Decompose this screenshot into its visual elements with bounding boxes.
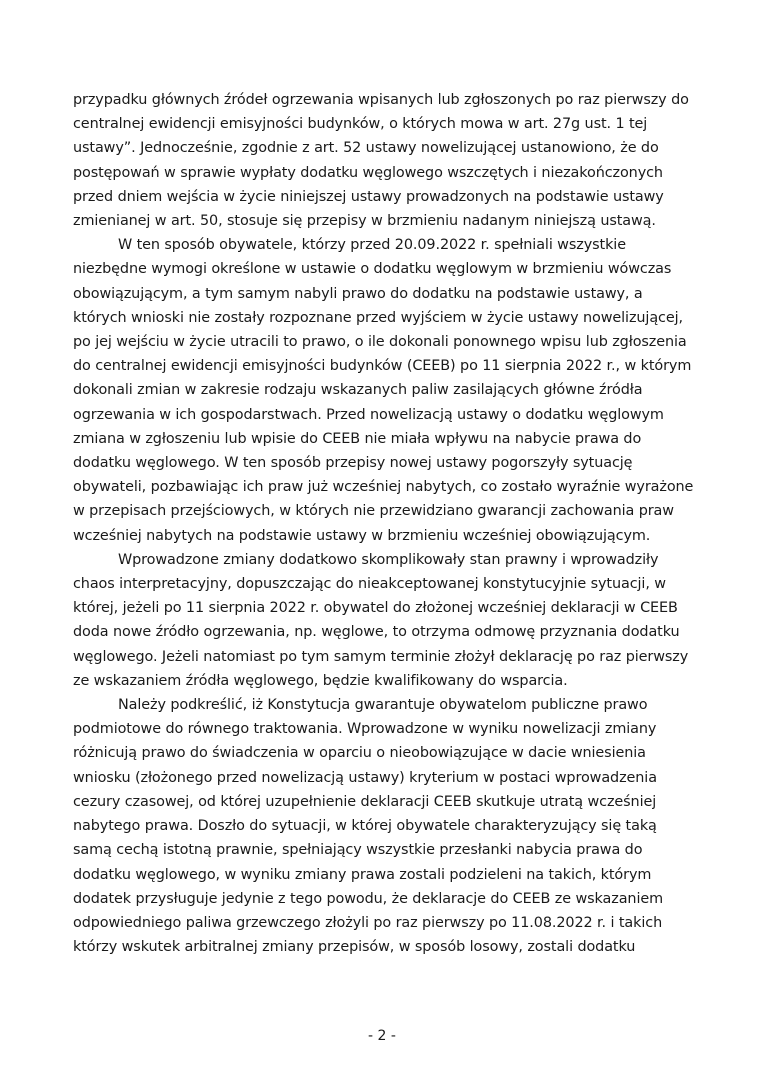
text-line: zmienianej w art. 50, stosuje się przepisy w brzmieniu nadanym niniejszą ustawą.	[73, 213, 656, 230]
document-body	[73, 88, 693, 959]
text-line: wniosku (złożonego przed nowelizacją ustawy) kryterium w postaci wprowadzenia	[73, 769, 657, 786]
text-line: których wnioski nie zostały rozpoznane przed wyjściem w życie ustawy nowelizującej,	[73, 309, 683, 326]
text-line: węglowego. Jeżeli natomiast po tym samym terminie złożył deklarację po raz pierwszy	[73, 648, 689, 665]
paragraph	[73, 233, 693, 548]
page-number: - 2 -	[368, 1028, 396, 1044]
text-line: do centralnej ewidencji emisyjności budynków (CEEB) po 11 sierpnia 2022 r., w którym	[73, 358, 692, 375]
text-line: ogrzewania w ich gospodarstwach. Przed nowelizacją ustawy o dodatku węglowym	[73, 406, 664, 423]
text-line: obywateli, pozbawiając ich praw już wcześniej nabytych, co zostało wyraźnie wyrażone	[73, 479, 694, 496]
text-line: wcześniej nabytych na podstawie ustawy w brzmieniu wcześniej obowiązującym.	[73, 527, 651, 544]
text-line: po jej wejściu w życie utracili to prawo, o ile dokonali ponownego wpisu lub zgłoszenia	[73, 334, 687, 351]
text-line: Wprowadzone zmiany dodatkowo skomplikowały stan prawny i wprowadziły	[118, 551, 659, 568]
text-line: chaos interpretacyjny, dopuszczając do nieakceptowanej konstytucyjnie sytuacji, w	[73, 576, 666, 593]
text-line: W ten sposób obywatele, którzy przed 20.09.2022 r. spełniali wszystkie	[118, 237, 626, 254]
text-line: dodatku węglowego, w wyniku zmiany prawa zostali podzieleni na takich, którym	[73, 866, 652, 883]
text-line: obowiązującym, a tym samym nabyli prawo do dodatku na podstawie ustawy, a	[73, 285, 643, 302]
text-line: Należy podkreślić, iż Konstytucja gwarantuje obywatelom publiczne prawo	[118, 697, 648, 714]
text-line: różnicują prawo do świadczenia w oparciu o nieobowiązujące w dacie wniesienia	[73, 745, 646, 762]
text-line: podmiotowe do równego traktowania. Wprowadzone w wyniku nowelizacji zmiany	[73, 721, 657, 738]
text-line: odpowiedniego paliwa grzewczego złożyli po raz pierwszy po 11.08.2022 r. i takich	[73, 914, 663, 931]
text-line: cezury czasowej, od której uzupełnienie deklaracji CEEB skutkuje utratą wcześniej	[73, 793, 657, 810]
paragraph	[73, 548, 693, 693]
text-line: w przepisach przejściowych, w których nie przewidziano gwarancji zachowania praw	[73, 503, 674, 520]
text-line: ustawy”. Jednocześnie, zgodnie z art. 52 ustawy nowelizującej ustanowiono, że do	[73, 140, 659, 157]
text-line: przypadku głównych źródeł ogrzewania wpisanych lub zgłoszonych po raz pierwszy do	[73, 92, 689, 108]
text-line: której, jeżeli po 11 sierpnia 2022 r. obywatel do złożonej wcześniej deklaracji w CEEB	[73, 600, 678, 617]
text-line: postępowań w sprawie wypłaty dodatku węglowego wszczętych i niezakończonych	[73, 164, 663, 181]
text-line: nabytego prawa. Doszło do sytuacji, w której obywatele charakteryzujący się taką	[73, 818, 657, 835]
text-line: zmiana w zgłoszeniu lub wpisie do CEEB nie miała wpływu na nabycie prawa do	[73, 430, 642, 447]
paragraph	[73, 693, 693, 959]
text-line: niezbędne wymogi określone w ustawie o dodatku węglowym w brzmieniu wówczas	[73, 261, 672, 278]
text-line: którzy wskutek arbitralnej zmiany przepisów, w sposób losowy, zostali dodatku	[73, 939, 636, 956]
text-line: dodatku węglowego. W ten sposób przepisy nowej ustawy pogorszyły sytuację	[73, 455, 633, 472]
text-line: dodatek przysługuje jedynie z tego powodu, że deklaracje do CEEB ze wskazaniem	[73, 890, 664, 907]
text-line: ze wskazaniem źródła węglowego, będzie kwalifikowany do wsparcia.	[73, 672, 568, 689]
text-line: dokonali zmian w zakresie rodzaju wskazanych paliw zasilających główne źródła	[73, 382, 643, 399]
text-line: przed dniem wejścia w życie niniejszej ustawy prowadzonych na podstawie ustawy	[73, 188, 664, 205]
text-line: centralnej ewidencji emisyjności budynków, o których mowa w art. 27g ust. 1 tej	[73, 116, 648, 133]
text-line: doda nowe źródło ogrzewania, np. węglowe, to otrzyma odmowę przyznania dodatku	[73, 624, 680, 641]
paragraph	[73, 88, 693, 233]
text-line: samą cechą istotną prawnie, spełniający wszystkie przesłanki nabycia prawa do	[73, 842, 643, 859]
